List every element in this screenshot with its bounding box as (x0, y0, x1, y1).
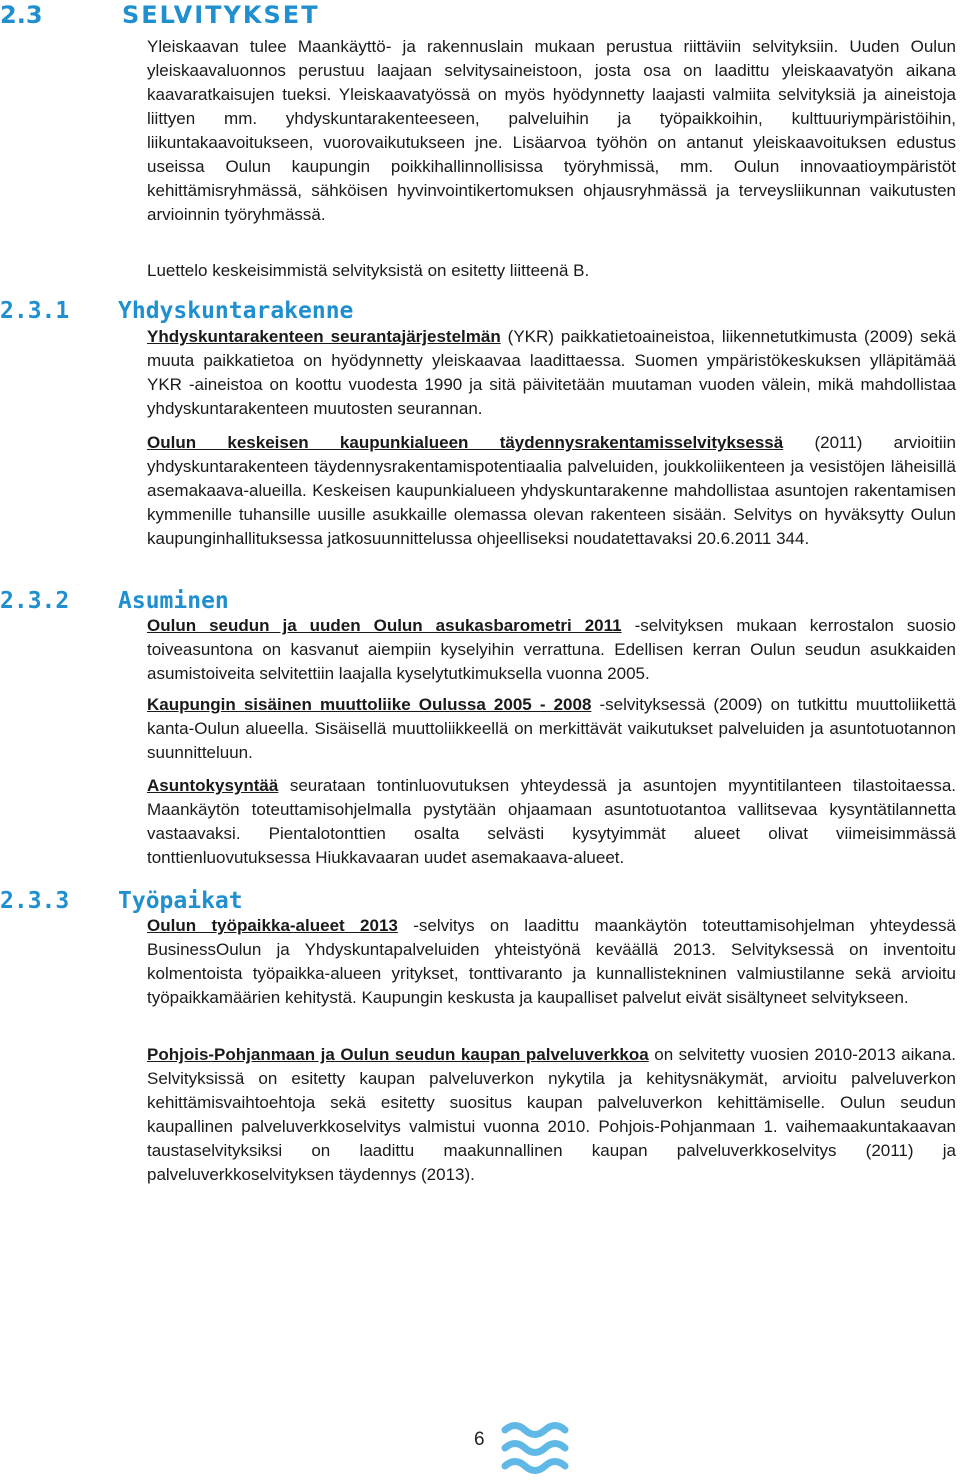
paragraph-lead: Oulun seudun ja uuden Oulun asukasbarometri 2011 (147, 616, 622, 635)
subsection-number: 2.3.3 (0, 888, 70, 914)
paragraph-asuntokysynta (147, 774, 956, 870)
paragraph-text: (2011) arvioitiin yhdyskuntarakenteen täydennysrakentamispotentiaalia palveluiden, joukkoliikenteen ja vesistöjen läheisillä asemakaava-alueilla. Keskeisen kaupunkialueen yhdyskuntarakenne mahdollistaa asuntojen rakentamisen kymmenille tuhansille uusille asukkaille olemassa olevan rakenteen sisään. Selvitys on hyväksytty Oulun kaupunginhallituksessa jatkosuunnittelussa ohjeelliseksi noudatettavaksi 20.6.2011 344. (147, 433, 956, 548)
intro-paragraph: Yleiskaavan tulee Maankäyttö- ja rakennuslain mukaan perustua riittäviin selvityksiin. Uuden Oulun yleiskaavaluonnos perustuu laajaan selvitysaineistoon, josta osa on laadittu yleiskaavatyön aikana kaavaratkaisujen tueksi. Yleiskaavatyössä on myös hyödynnetty laajasti valmiita selvityksiä ja aineistoja liittyen mm. yhdyskuntarakenteeseen, palveluihin ja työpaikkoihin, kulttuuriympäristöihin, liikuntakaavoitukseen, vuorovaikutukseen jne. Lisäarvoa työhön on antanut yleiskaavoituksen edustus useissa Oulun kaupungin poikkihallinnollisissa työryhmissä, mm. Oulun innovaatioympäristöt kehittämisryhmässä, sähköisen hyvinvointikertomuksen ohjausryhmässä ja terveysliikunnan vaikutusten arvioinnin työryhmässä. (147, 37, 956, 224)
subsection-heading-asuminen (0, 587, 229, 615)
paragraph-lead: Kaupungin sisäinen muuttoliike Oulussa 2005 - 2008 (147, 695, 592, 714)
paragraph-text: on selvitetty vuosien 2010-2013 aikana. Selvityksissä on esitetty kaupan palveluverkon nykytila ja kehitysnäkymät, arvioitu palveluverkon kehittämisvaihtoehtoja sekä esitetty suositus kaupan palveluverkon kehittämiselle. Oulun seudun kaupallinen palveluverkkoselvitys valmistui vuonna 2010. Pohjois-Pohjanmaan 1. vaihemaakuntakaavan taustaselvityksiksi on laadittu maakunnallinen kaupan palveluverkkoselvitys (2011) ja palveluverkkoselvityksen täydennys (2013). (147, 1045, 956, 1184)
appendix-note: Luettelo keskeisimmistä selvityksistä on esitetty liitteenä B. (147, 261, 590, 280)
paragraph-text: seurataan tontinluovutuksen yhteydessä ja asuntojen myyntitilanteen tilastoitaessa. Maankäytön toteuttamisohjelmalla pystytään ohjaamaan asuntotuotantoa vallitsevaa kysyntätilannetta vastaavaksi. Pientalotonttien osalta selvästi kysytyimmät alueet olivat viimeisimmässä tonttienluovutuksessa Hiukkavaaran uudet asemakaava-alueet. (147, 776, 956, 867)
paragraph-lead: Oulun keskeisen kaupunkialueen täydennysrakentamisselvityksessä (147, 433, 784, 452)
paragraph-ykr (147, 325, 956, 421)
paragraph-asukasbarometri (147, 614, 956, 686)
subsection-title: Työpaikat (118, 888, 243, 914)
wave-3 (505, 1462, 565, 1471)
subsection-heading-yhdyskuntarakenne (0, 297, 353, 325)
paragraph-palveluverkko (147, 1043, 956, 1187)
wave-2 (505, 1444, 565, 1453)
paragraph-lead: Yhdyskuntarakenteen seurantajärjestelmän (147, 327, 501, 346)
paragraph-lead: Oulun työpaikka-alueet 2013 (147, 916, 398, 935)
paragraph-lead: Pohjois-Pohjanmaan ja Oulun seudun kaupan palveluverkkoa (147, 1045, 649, 1064)
paragraph-lead: Asuntokysyntää (147, 776, 279, 795)
paragraph-taydennysrakentaminen (147, 431, 956, 551)
paragraph-text: -selvityksen mukaan kerrostalon suosio toiveasuntona on kasvanut aiempiin kyselyihin verrattuna. Edellisen kerran Oulun seudun asukkaiden asumistoiveita selvitettiin laajalla kyselytutkimuksella vuonna 2005. (147, 616, 956, 683)
paragraph-tyopaikka-alueet (147, 914, 956, 1010)
paragraph-text: -selvityksessä (2009) on tutkittu muuttoliikettä kanta-Oulun alueella. Sisäisellä muuttoliikkeellä on merkittävät vaikutukset palveluiden ja asuntotuotannon suunnitteluun. (147, 695, 956, 762)
subsection-heading-tyopaikat (0, 887, 243, 915)
page-number: 6 (474, 1429, 485, 1450)
paragraph-text: (YKR) paikkatietoaineistoa, liikennetutkimusta (2009) sekä muuta paikkatietoa on hyödynnetty yleiskaavaa laadittaessa. Suomen ympäristökeskuksen ylläpitämää YKR -aineistoa on koottu vuodesta 1990 ja sitä päivitetään muutaman vuoden välein, mikä mahdollistaa yhdyskuntarakenteen muutosten seurannan. (147, 327, 956, 418)
subsection-title: Asuminen (118, 588, 229, 614)
subsection-number: 2.3.1 (0, 298, 70, 324)
wave-1 (505, 1426, 565, 1435)
paragraph-muuttoliike (147, 693, 956, 765)
section-number: 2.3 (0, 1, 43, 29)
section-title: SELVITYKSET (122, 1, 320, 29)
section-heading (0, 0, 320, 30)
subsection-number: 2.3.2 (0, 588, 70, 614)
paragraph-text: -selvitys on laadittu maankäytön toteuttamisohjelman yhteydessä BusinessOulun ja Yhdyskuntapalveluiden yhteistyönä keväällä 2013. Selvityksessä on inventoitu kolmentoista työpaikka-alueen yritykset, tonttivaranto ja kunnallistekninen valmiustilanne sekä arvioitu työpaikkamäärien kehitystä. Kaupungin keskusta ja kaupalliset palvelut eivät sisältyneet selvitykseen. (147, 916, 956, 1007)
oulu-waves-logo-icon (497, 1416, 577, 1480)
subsection-title: Yhdyskuntarakenne (118, 298, 354, 324)
